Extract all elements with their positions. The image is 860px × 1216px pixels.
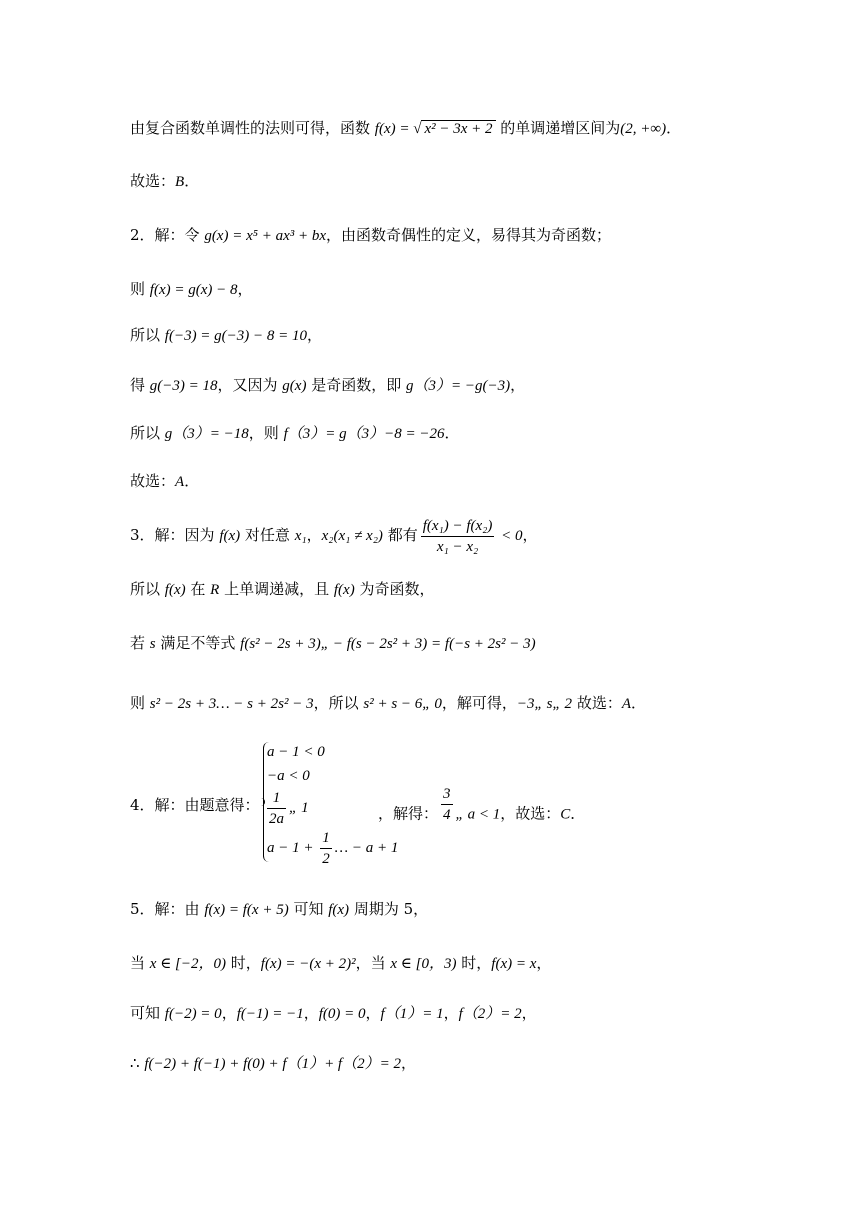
text: ，	[303, 1004, 319, 1022]
line-q2-g-minus3	[130, 374, 525, 397]
text: ．	[631, 694, 647, 712]
text: 时，	[456, 954, 492, 972]
text: ，	[307, 326, 323, 344]
math-expr: g(x)	[282, 378, 307, 394]
text: 在	[185, 580, 211, 598]
fraction-numerator: f(x₁) − f(x₂)	[421, 516, 495, 537]
math-expr: f(−1) = −1	[236, 1006, 304, 1022]
math-expr: s² − 2s + 3… − s + 2s² − 3	[149, 696, 314, 712]
text: 上单调递减，且	[219, 580, 334, 598]
text: ，则	[248, 424, 284, 442]
math-expr: g（3）= −g(−3)	[406, 378, 511, 394]
text: ，	[221, 1004, 237, 1022]
math-expr: „ a < 1	[455, 806, 501, 823]
text: 得	[130, 376, 150, 394]
fraction-denominator: 2	[322, 851, 330, 867]
system-result	[378, 786, 586, 835]
text: 是奇函数，即	[306, 376, 406, 394]
math-interval: (2, +∞)	[620, 121, 667, 137]
math-expr: f(x)	[219, 528, 241, 544]
math-expr: f(x) = f(x + 5)	[204, 902, 289, 918]
text: 2．解：令	[130, 226, 205, 244]
math-expr: f(x) = g(x) − 8	[149, 282, 238, 298]
answer-letter: A	[175, 474, 185, 490]
text: 4．解：由题意得：	[130, 796, 260, 814]
math-expr: f（3）= g（3）−8 = −26	[283, 426, 445, 442]
fraction	[421, 516, 495, 557]
answer-letter: A	[621, 696, 631, 712]
math-expr: a − 1 +	[267, 839, 318, 856]
math-expr: f(−2) = 0	[164, 1006, 222, 1022]
fraction	[320, 828, 332, 869]
text: ，所以	[313, 694, 364, 712]
text: ，解可得，	[441, 694, 517, 712]
math-expr: g(x) = x⁵ + ax³ + bx	[204, 228, 327, 244]
math-expr: … − a + 1	[334, 839, 399, 856]
text: 对任意	[240, 526, 295, 544]
math-fx: f(x) =	[374, 121, 414, 137]
fraction-denominator: x₁ − x₂	[436, 538, 479, 555]
text: ，	[521, 1004, 537, 1022]
text: 3．解：因为	[130, 526, 220, 544]
line-answer-a	[130, 470, 199, 493]
line-monotonic-interval	[130, 117, 681, 140]
text: ．	[444, 424, 460, 442]
line-q2-define-g	[130, 224, 611, 247]
line-q3-inequality	[130, 632, 536, 655]
text: 周期为 5，	[349, 900, 429, 918]
answer-letter: B	[175, 174, 185, 190]
text: 满足不等式	[155, 634, 241, 652]
math-expr: x ∈ [0，3)	[390, 956, 457, 972]
line-q3-condition	[130, 512, 538, 559]
line-q3-decreasing	[130, 578, 434, 601]
math-expr: f(x) = −(x + 2)²	[260, 956, 356, 972]
text: 的单调递增区间为	[495, 119, 621, 137]
math-expr: < 0	[497, 528, 523, 544]
text: ，	[306, 526, 322, 544]
math-expr: „ 1	[289, 799, 309, 816]
math-expr: g（3）= −18	[164, 426, 249, 442]
text: ，	[536, 954, 552, 972]
text: ，又因为	[217, 376, 283, 394]
text: 都有	[382, 526, 418, 544]
text: ，	[365, 1004, 381, 1022]
line-q2-f-minus3	[130, 324, 322, 347]
text: 所以	[130, 326, 165, 344]
math-expr: f（1）= 1	[380, 1006, 444, 1022]
text: ，	[237, 280, 253, 298]
text: ．	[184, 472, 200, 490]
line-answer-b	[130, 170, 199, 193]
math-expr: f(−2) + f(−1) + f(0) + f（1）+ f（2）= 2	[144, 1056, 401, 1072]
radicand: x² − 3x + 2	[421, 120, 495, 137]
text: 则	[130, 280, 150, 298]
text: ．	[184, 172, 200, 190]
text: 故选：	[130, 172, 176, 190]
line-q2-f-def	[130, 278, 253, 301]
text: 时，	[226, 954, 261, 972]
system-row	[267, 788, 309, 829]
answer-letter: C	[560, 806, 571, 823]
fraction	[441, 784, 453, 825]
text: ，由函数奇偶性的定义，易得其为奇函数；	[326, 226, 612, 244]
fraction-numerator: 3	[441, 784, 453, 805]
fraction-denominator: 2a	[269, 811, 284, 827]
math-expr: x₁	[294, 528, 307, 544]
fraction-numerator: 1	[267, 788, 286, 809]
line-q3-solve	[130, 692, 646, 715]
math-expr: f(0) = 0	[318, 1006, 366, 1022]
math-expr: f(s² − 2s + 3)„ − f(s − 2s² + 3) = f(−s + 2s² − 3)	[240, 636, 536, 652]
text: 5．解：由	[130, 900, 205, 918]
math-expr: f（2）= 2	[458, 1006, 522, 1022]
text: ，解得：	[378, 804, 439, 823]
system-row: −a < 0	[267, 768, 310, 784]
text: 为奇函数，	[354, 580, 435, 598]
text: ．	[570, 804, 586, 823]
math-expr: f(x)	[328, 902, 350, 918]
fraction	[267, 788, 286, 829]
text: ．	[666, 119, 682, 137]
math-expr: f(x) = x	[491, 956, 537, 972]
text: 故选：	[572, 694, 622, 712]
math-expr: f(x)	[333, 582, 355, 598]
text: ，故选：	[500, 804, 561, 823]
text: 当	[130, 954, 150, 972]
line-q5-period	[130, 898, 428, 921]
math-expr: R	[210, 582, 220, 598]
math-expr: f(−3) = g(−3) − 8 = 10	[164, 328, 308, 344]
text: 故选：	[130, 472, 176, 490]
text: 所以	[130, 580, 165, 598]
line-q2-result	[130, 422, 459, 445]
math-expr: f(x)	[164, 582, 186, 598]
fraction-denominator: 4	[443, 807, 451, 823]
line-q5-pieces	[130, 952, 551, 975]
fraction-numerator: 1	[320, 828, 332, 849]
line-q5-sum	[130, 1052, 416, 1075]
text: ，	[510, 376, 526, 394]
math-expr: g(−3) = 18	[149, 378, 218, 394]
text: 可知	[288, 900, 329, 918]
text: ，	[400, 1054, 416, 1072]
system-row: a − 1 < 0	[267, 744, 325, 760]
text: 若	[130, 634, 150, 652]
math-expr: x ∈ [−2，0)	[149, 956, 226, 972]
text: ，	[443, 1004, 459, 1022]
sqrt-expression: f(x) = √ x² − 3x + 2	[375, 120, 496, 137]
math-expr: s	[149, 636, 156, 652]
math-expr: −3„ s„ 2	[516, 696, 573, 712]
text: ∴	[130, 1054, 145, 1072]
text: 所以	[130, 424, 165, 442]
text: ，当	[355, 954, 391, 972]
text: 可知	[130, 1004, 165, 1022]
text: ，	[522, 526, 538, 544]
text: 则	[130, 694, 150, 712]
math-expr: s² + s − 6„ 0	[363, 696, 442, 712]
line-q5-values	[130, 1002, 537, 1025]
text: 由复合函数单调性的法则可得，函数	[130, 119, 375, 137]
math-expr: x₂(x₁ ≠ x₂)	[321, 528, 383, 544]
